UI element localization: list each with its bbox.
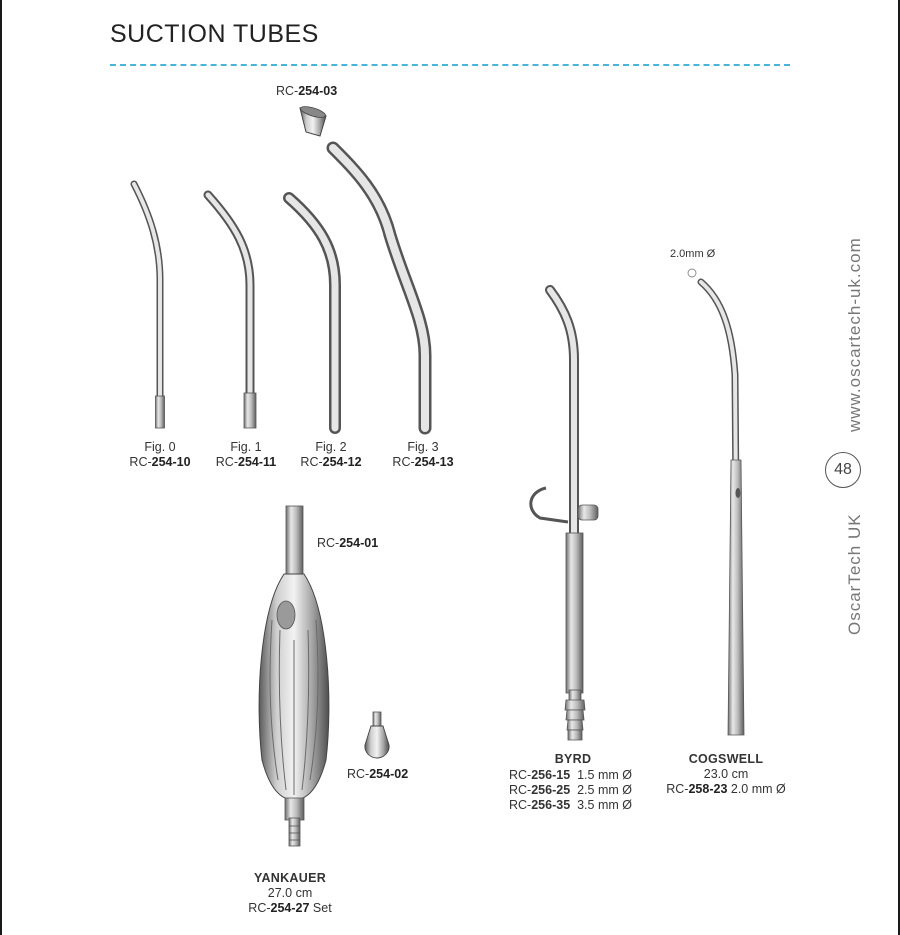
product-code: RC-258-23 2.0 mm Ø	[666, 782, 786, 796]
byrd-image	[531, 290, 598, 740]
byrd-name: BYRD	[554, 752, 592, 766]
suction-tube-fig0-image	[134, 184, 165, 428]
product-code: RC-254-11	[215, 455, 277, 469]
tip-254-02-image	[365, 712, 389, 758]
fig-number: Fig. 3	[407, 440, 439, 454]
fig-number: Fig. 2	[315, 440, 347, 454]
cogswell-tip-label: 2.0mm Ø	[670, 248, 716, 260]
product-code: RC-254-12	[300, 455, 362, 469]
byrd-row: RC-256-35 3.5 mm Ø	[509, 798, 632, 812]
fig-number: Fig. 1	[230, 440, 262, 454]
product-code: RC-254-27 Set	[248, 901, 332, 915]
fig2-caption	[300, 440, 361, 470]
product-code: RC-254-13	[392, 455, 454, 469]
product-name: COGSWELL	[688, 752, 764, 766]
product-length: 23.0 cm	[703, 767, 749, 781]
cogswell-caption	[666, 752, 786, 797]
fig-number: Fig. 0	[144, 440, 176, 454]
page-number: 48	[825, 452, 861, 488]
product-code: RC-254-10	[129, 455, 191, 469]
yankauer-tip-code: RC-254-02	[347, 767, 409, 781]
fig0-caption	[129, 440, 190, 470]
website-text: www.oscartech-uk.com	[845, 237, 864, 432]
fig1-caption	[216, 440, 276, 470]
yankauer-tube-code: RC-254-01	[317, 536, 379, 550]
cogswell-image	[688, 269, 744, 735]
page-title: SUCTION TUBES	[110, 20, 319, 48]
brand-text: OscarTech UK	[845, 513, 864, 635]
yankauer-image	[259, 506, 329, 846]
suction-tube-fig1-image	[208, 195, 256, 428]
suction-tube-fig2-image	[289, 198, 335, 428]
byrd-row: RC-256-15 1.5 mm Ø	[509, 768, 632, 782]
product-length: 27.0 cm	[267, 886, 313, 900]
suction-tube-fig3-image	[333, 148, 425, 428]
yankauer-caption	[248, 871, 331, 916]
fig3-caption	[392, 440, 453, 470]
tip-254-03-label: RC-254-03	[276, 84, 338, 98]
byrd-row: RC-256-25 2.5 mm Ø	[509, 783, 632, 797]
tip-254-03-image	[299, 104, 326, 136]
product-name: YANKAUER	[253, 871, 327, 885]
